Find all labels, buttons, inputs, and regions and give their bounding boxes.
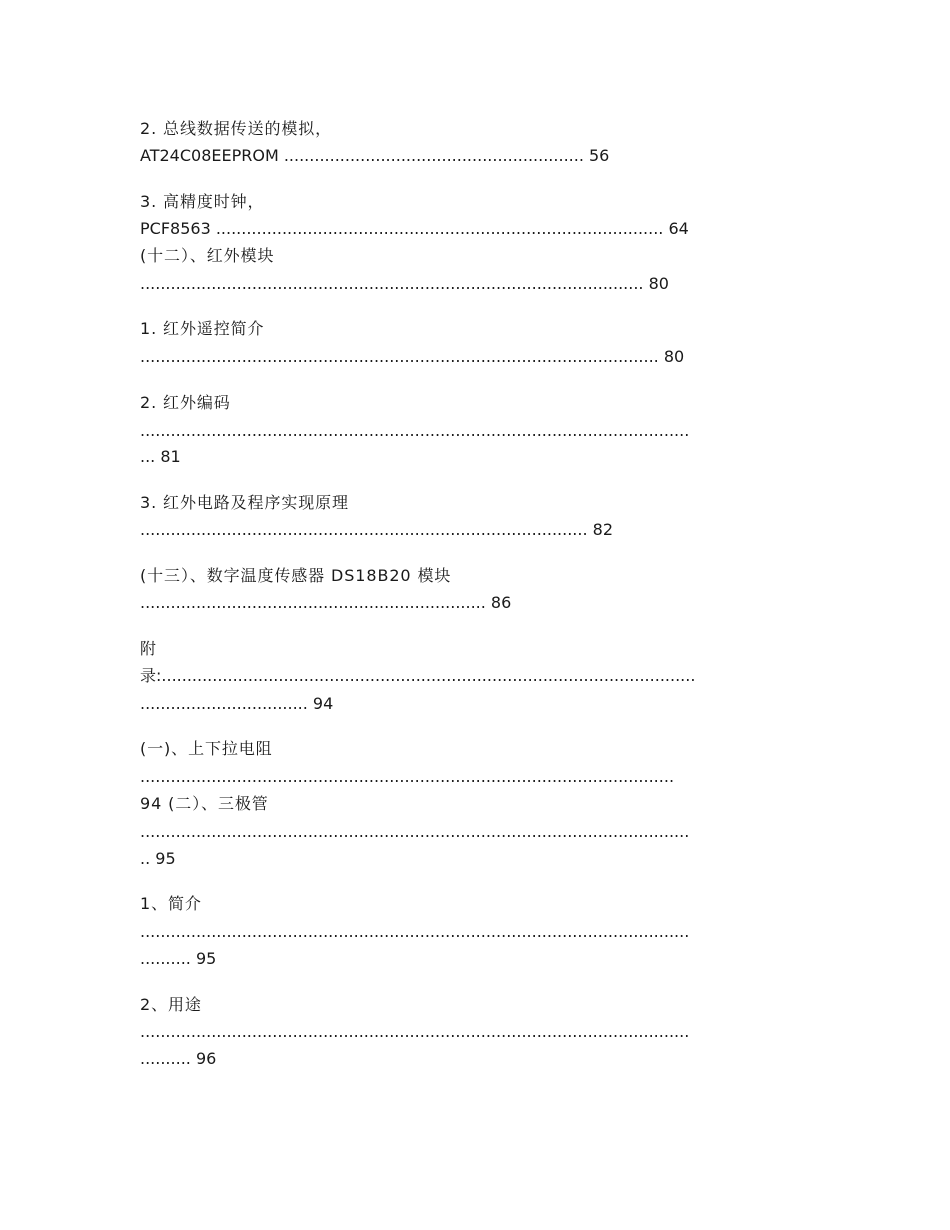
toc-entry-ir-remote-intro-page[interactable]: ...................................................................................................... 80 xyxy=(140,347,685,366)
toc-entry-ir-encoding-leader[interactable]: ............................................................................................................ xyxy=(140,421,690,440)
toc-entry-appendix-page[interactable]: ................................. 94 xyxy=(140,694,334,713)
toc-entry-ir-encoding-page[interactable]: ... 81 xyxy=(140,447,181,466)
toc-entry-ir-circuit-title[interactable]: 3. 红外电路及程序实现原理 xyxy=(140,493,349,512)
toc-entry-precision-clock-page[interactable]: PCF8563 ........................................................................................ 64 xyxy=(140,219,689,238)
toc-entry-ds18b20-title[interactable]: (十三）、数字温度传感器 DS18B20 模块 xyxy=(140,566,452,585)
toc-entry-intro-title[interactable]: 1、简介 xyxy=(140,894,202,913)
toc-entry-pull-resistor-title[interactable]: (一)、上下拉电阻 xyxy=(140,739,273,758)
toc-entry-infrared-module-title[interactable]: (十二）、红外模块 xyxy=(140,246,275,265)
toc-entry-usage-title[interactable]: 2、用途 xyxy=(140,995,202,1014)
toc-entry-ir-remote-intro-title[interactable]: 1. 红外遥控简介 xyxy=(140,319,265,338)
toc-entry-pull-resistor-leader[interactable]: ......................................................................................................... xyxy=(140,767,675,786)
toc-entry-transistor-page[interactable]: .. 95 xyxy=(140,849,176,868)
toc-entry-intro-page[interactable]: .......... 95 xyxy=(140,949,217,968)
toc-entry-transistor-title[interactable]: 94 (二）、三极管 xyxy=(140,794,269,813)
toc-entry-appendix-title[interactable]: 附 xyxy=(140,639,157,658)
toc-entry-bus-simulation-title[interactable]: 2. 总线数据传送的模拟， xyxy=(140,119,333,138)
toc-entry-ir-circuit-page[interactable]: ........................................................................................ 82 xyxy=(140,520,614,539)
toc-entry-usage-page[interactable]: .......... 96 xyxy=(140,1049,217,1068)
toc-entry-ir-encoding-title[interactable]: 2. 红外编码 xyxy=(140,393,231,412)
toc-entry-appendix-leader[interactable]: 录:......................................................................................................... xyxy=(140,666,696,685)
toc-entry-ds18b20-page[interactable]: .................................................................... 86 xyxy=(140,593,512,612)
toc-entry-infrared-module-page[interactable]: ................................................................................................... 80 xyxy=(140,274,669,293)
toc-entry-intro-leader[interactable]: ............................................................................................................ xyxy=(140,922,690,941)
toc-entry-usage-leader[interactable]: ............................................................................................................ xyxy=(140,1022,690,1041)
toc-entry-bus-simulation-page[interactable]: AT24C08EEPROM ........................................................... 56 xyxy=(140,146,610,165)
toc-entry-precision-clock-title[interactable]: 3. 高精度时钟， xyxy=(140,192,265,211)
toc-entry-transistor-leader[interactable]: ............................................................................................................ xyxy=(140,822,690,841)
